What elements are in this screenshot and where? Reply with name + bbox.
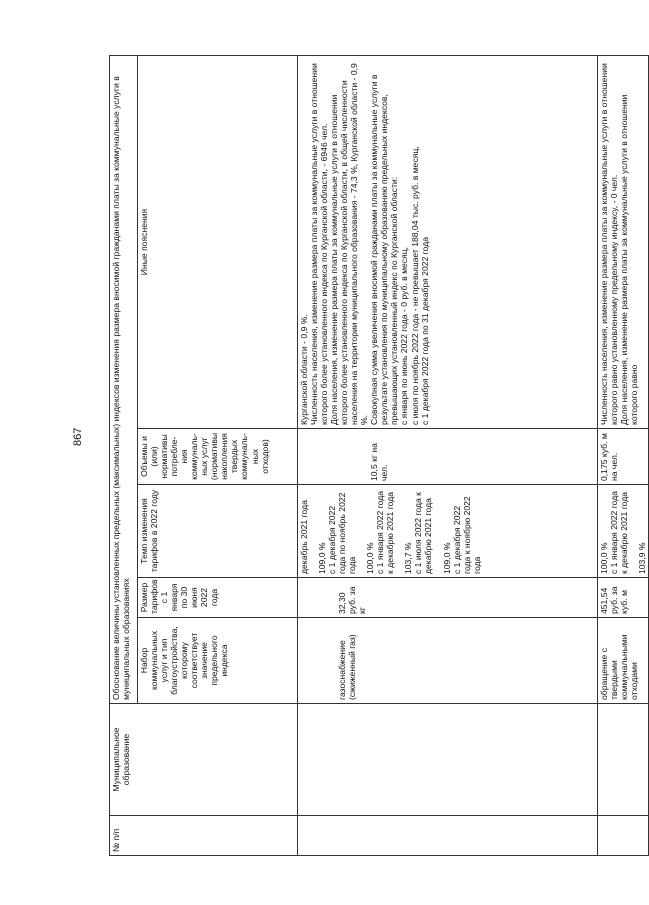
tariff-text: 32,30 руб. за кг bbox=[337, 586, 368, 614]
cell-rate bbox=[298, 485, 598, 578]
volume-text: 10,5 кг на чел. bbox=[369, 443, 390, 481]
rate-line: 109,0 % bbox=[317, 542, 328, 574]
cell-volume bbox=[598, 429, 649, 485]
rate-line: 103,7 % bbox=[403, 542, 414, 574]
header-rate: Темп изменения тарифов в 2022 году bbox=[138, 485, 298, 578]
header-tariff: Размер тарифов с 1 января по 30 июня 2022 года bbox=[138, 578, 298, 618]
header-col-group: Обоснование величины установленных предельных (максимальных) индексов изменения размера вносимой гражданами платы за коммунальные услуги в муниципальных образованиях bbox=[110, 56, 138, 704]
service-text: обращение с твердыми коммунальными отходами bbox=[599, 634, 640, 700]
cell-service bbox=[298, 618, 598, 704]
page-number: 867 bbox=[72, 427, 84, 446]
cell-rate bbox=[598, 485, 649, 578]
rate-line: 109,0 % bbox=[441, 542, 452, 574]
tariff-text: 451,54 руб. за куб. м bbox=[599, 586, 630, 614]
cell-num bbox=[598, 816, 649, 856]
note-line: с 1 декабря 2022 года по 31 декабря 2022 года bbox=[419, 236, 430, 425]
cell-notes bbox=[598, 56, 649, 429]
cell-num bbox=[298, 816, 598, 856]
rate-line: с 1 января 2022 года к декабрю 2021 года bbox=[375, 490, 396, 574]
header-col-municipality: Муниципальное образование bbox=[110, 704, 298, 816]
cell-service bbox=[598, 618, 649, 704]
rate-line: с 1 января 2022 года к декабрю 2021 года bbox=[609, 490, 630, 574]
rotated-table-container bbox=[109, 56, 648, 856]
note-line: с января по июнь 2022 года - 0 руб. в месяц, bbox=[399, 246, 410, 425]
cell-municipality bbox=[598, 704, 649, 816]
header-notes: Иные пояснения bbox=[138, 56, 298, 429]
rate-line: декабрь 2021 года bbox=[299, 500, 309, 574]
rate-line: 103,9 % bbox=[637, 542, 648, 574]
rate-line: с 1 декабря 2022 года к ноябрю 2022 года bbox=[451, 496, 482, 574]
note-line: Численность населения, изменение размера платы за коммунальные услуги в отношении которого равно установленному предельному индексу, - 0 чел. bbox=[599, 63, 620, 425]
note-line: с июля по ноябрь 2022 года - не превышает 188,04 тыс. руб. в месяц, bbox=[409, 146, 420, 425]
cell-tariff bbox=[598, 578, 649, 618]
cell-volume bbox=[298, 429, 598, 485]
service-text: газоснабжение (сжиженный газ) bbox=[337, 634, 358, 700]
header-col-num: № п/п bbox=[110, 816, 298, 856]
cell-tariff bbox=[298, 578, 598, 618]
header-volume: Объемы и (или) нормативы потребле-ния коммуналь-ных услуг (нормативы накопления твердых коммуналь-ных отходов) bbox=[138, 429, 298, 485]
rate-line: 100,0 % bbox=[599, 542, 609, 574]
note-line: Численность населения, изменение размера платы за коммунальные услуги в отношении которого более установленного индекса по Курганской области, - 6946 чел. bbox=[309, 63, 330, 425]
cell-notes bbox=[298, 56, 598, 429]
cell-municipality bbox=[298, 704, 598, 816]
header-service: Набор коммунальных услуг и тип благоустройства, которому соответствует значение предельного индекса bbox=[138, 618, 298, 704]
volume-text: 0,175 куб. м на чел. bbox=[599, 433, 620, 481]
note-line: Доля населения, изменение размера платы за коммунальные услуги в отношении которого равно bbox=[619, 94, 640, 425]
rate-line: 100,0 % bbox=[365, 542, 376, 574]
note-line: Совокупная сумма увеличения вносимой гражданами платы за коммунальные услуги в результате установления по муниципальному образованию предельных индексов, превышающих установленный индекс по Курганской области: bbox=[369, 74, 400, 425]
rate-line: с 1 декабря 2022 года по ноябрь 2022 года bbox=[327, 492, 358, 574]
note-line: Курганской области - 0,9 %. bbox=[299, 314, 309, 425]
tariff-justification-table bbox=[109, 55, 649, 856]
note-line: Доля населения, изменение размера платы за коммунальные услуги в отношении которого более установленного индекса по Курганской области, в общей численности населения на территории муниципального образования - 74,3 %, Курганской области - 0,9 %. bbox=[329, 63, 370, 425]
rate-line: с 1 июля 2022 года к декабрю 2021 года bbox=[413, 492, 434, 574]
